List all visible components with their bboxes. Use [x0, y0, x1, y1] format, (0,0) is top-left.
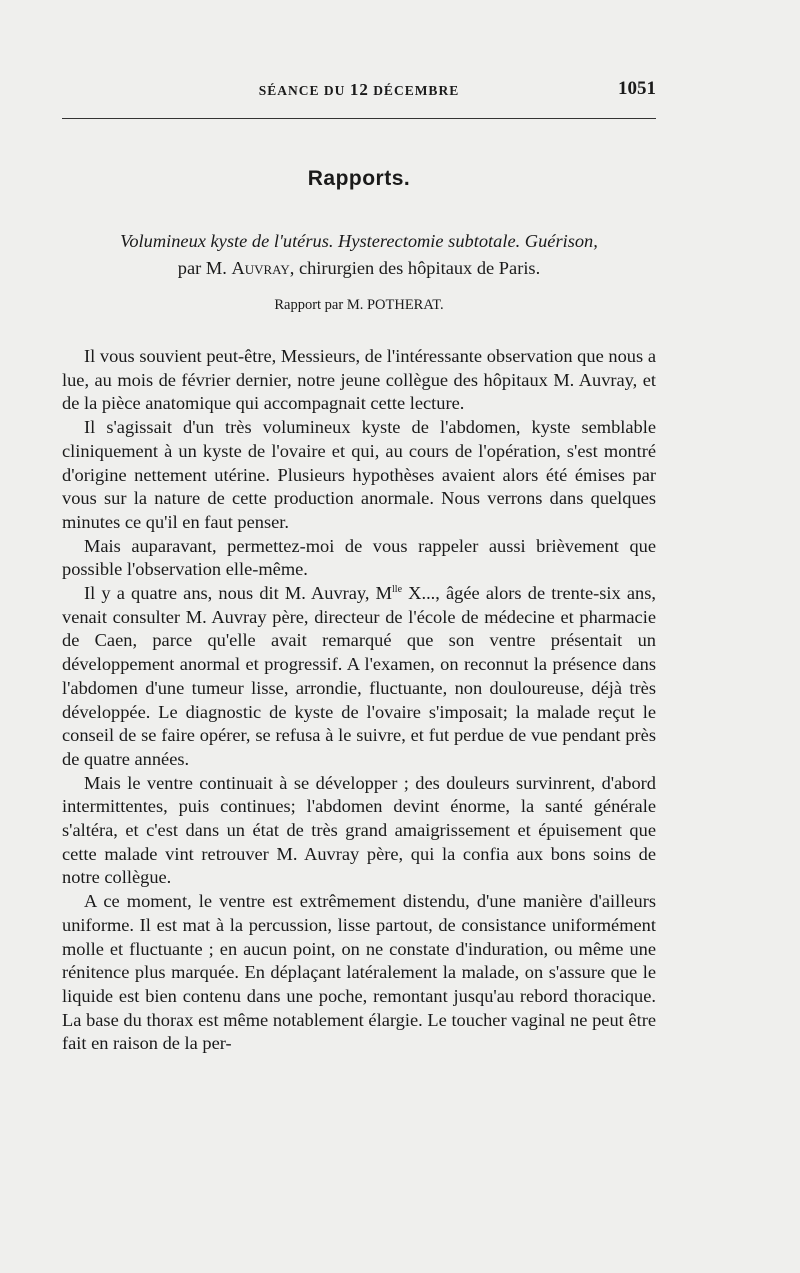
section-title: Rapports. [307, 167, 411, 190]
running-title-after: DÉCEMBRE [373, 83, 460, 98]
rapporteur-line: Rapport par M. POTHERAT. [274, 297, 444, 313]
paragraph: Il s'agissait d'un très volumineux kyste de l'abdomen, kyste semblable cliniquement à un kyste de l'ovaire et qui, au cours de l'opération, s'est montré d'origine nettement utérine. Plusieurs hypothèses avaient alors été émises par vous sur la nature de cette production anormale. Nous verrons dans quelques minutes ce qu'il en faut penser. [62, 417, 656, 532]
paragraph: Mais le ventre continuait à se développer ; des douleurs survinrent, d'abord intermittentes, puis continues; l'abdomen devint énorme, la santé générale s'altéra, et c'est dans un état de très grand amaigrissement et épuisement que cette malade vint retrouver M. Auvray père, qui la confia aux bons soins de notre collègue. [62, 772, 656, 888]
running-title-before: SÉANCE DU [258, 83, 346, 98]
paragraph [62, 582, 656, 772]
paragraph: A ce moment, le ventre est extrêmement distendu, d'une manière d'ailleurs uniforme. Il est mat à la percussion, lisse partout, de consistance uniformément molle et fluctuante ; en aucun point, on ne constate d'induration, ou même une rénitence plus marquée. En déplaçant latéralement la malade, on s'assure que le liquide est bien contenu dans une poche, remontant jusqu'au rebord thoracique. La base du thorax est même notablement élargie. Le toucher vaginal ne peut être fait en raison de la per- [62, 891, 656, 1054]
report-by: par M. [177, 258, 227, 278]
page-number: 1051 [618, 78, 656, 99]
report-heading [62, 228, 656, 282]
mademoiselle-sup: lle [392, 583, 403, 595]
paragraph: Mais auparavant, permettez-moi de vous rappeler aussi brièvement que possible l'observation elle-même. [62, 535, 656, 580]
paragraph-part: Il y a quatre ans, nous dit M. Auvray, M [84, 583, 393, 604]
report-author: Auvray [231, 258, 290, 278]
paragraph: Il vous souvient peut-être, Messieurs, de l'intéressante observation que nous a lue, au mois de février dernier, notre jeune collègue des hôpitaux M. Auvray, et de la pièce anatomique qui accompagnait cette lecture. [62, 346, 656, 414]
body-text [62, 345, 656, 1056]
report-title: Volumineux kyste de l'utérus. Hysterectomie subtotale. Guérison, [120, 231, 598, 251]
running-title [62, 80, 656, 100]
running-head [62, 78, 656, 102]
paragraph-part: X..., âgée alors de trente-six ans, venait consulter M. Auvray père, directeur de l'école de médecine et pharmacie de Caen, parce qu'elle avait remarqué que son ventre présentait un développement anormal et progressif. A l'examen, on reconnut la présence dans l'abdomen d'une tumeur lisse, arrondie, fluctuante, non douloureuse, déjà très développée. Le diagnostic de kyste de l'ovaire s'imposait; la malade reçut le conseil de se faire opérer, se refusa à le suivre, et fut perdue de vue pendant près de quatre années. [62, 583, 656, 769]
header-rule [62, 118, 656, 119]
running-title-date: 12 [349, 80, 369, 99]
report-affiliation: , chirurgien des hôpitaux de Paris. [289, 258, 541, 278]
